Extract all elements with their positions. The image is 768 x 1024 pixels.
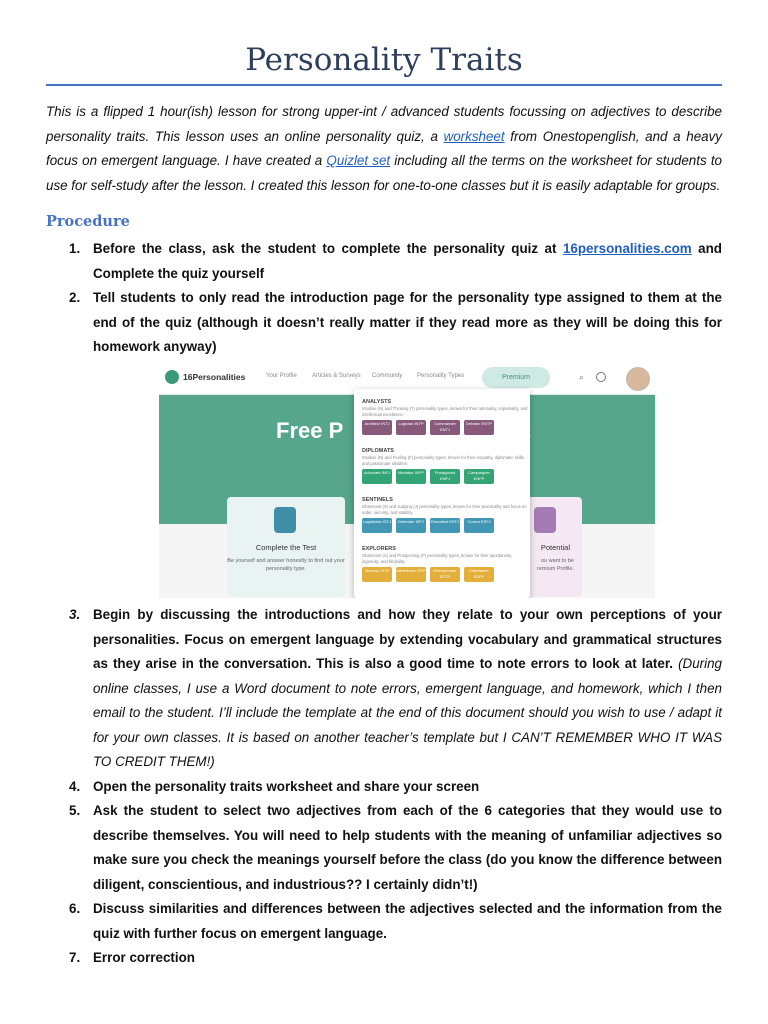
intro-text-3: including all the terms on the worksheet for students to use for self-study after the lesson. I created this lesson for one-to-one classes but it is easily adaptable for groups. [46,153,722,193]
16personalities-screenshot [159,364,655,598]
globe-icon[interactable] [596,372,606,382]
search-icon[interactable]: ⌕ [579,372,585,382]
nav-articles[interactable]: Articles & Surveys [312,373,361,379]
type-chip[interactable]: Entertainer ESFP [464,567,494,582]
card-subtitle: ou want to be remium Profile. [537,558,574,572]
step-text: Tell students to only read the introduction page for the personality type assigned to them at the end of the quiz (although it doesn’t really matter if they read more as they will be doing this for homework anyway) [93,290,722,354]
steps-list-top [0,237,768,360]
avatar[interactable] [626,367,650,391]
step-2 [0,286,768,360]
step-number: 1. [69,241,81,256]
step-number: 3. [69,607,81,622]
test-card [227,497,345,597]
logo-icon [165,370,179,384]
step-note: (During online classes, I use a Word document to note errors, emergent language, and homework, which I then email to the student. I’ll include the template at the end of this document should you wish to use / adapt it for your own classes. It is based on another teacher’s template but I CAN’T REMEMBER WHO IT WAS TO CREDIT THEM!) [93,656,722,769]
step-number: 2. [69,290,81,305]
step-text: Discuss similarities and differences between the adjectives selected and the information from the quiz with further focus on emergent language. [93,901,722,941]
type-chip[interactable]: Executive ESTJ [430,518,460,533]
nav-personality-types[interactable]: Personality Types [417,373,465,379]
step-text: Error correction [93,950,195,965]
group-explorers: EXPLORERS Observant (S) and Prospecting (P) personality types, known for their spontaneity, ingenuity, and flexibility. Virtuoso ISTP Adventurer ISFP Entrepreneur ESTPEntertainer ESFP [362,546,528,585]
hero-title: Free P [276,418,344,443]
intro-text-2: from Onestopenglish, and a heavy focus on emergent language. I have created a [46,128,722,168]
site-logo[interactable]: 16Personalities [183,372,246,382]
step-number: 6. [69,901,81,916]
person-icon [274,507,296,533]
type-chip[interactable]: Defender ISFJ [396,518,426,533]
group-diplomats: DIPLOMATS Intuitive (N) and Feeling (F) personality types, known for their empathy, diplomatic skills, and passionate idealism. Advocate INFJ Mediator INFP Protagonist ENFJCampaigner ENFP [362,448,528,487]
gem-icon [534,507,556,533]
intro-paragraph [46,100,722,198]
step-6 [0,897,768,946]
step-text: Begin by discussing the introductions and how they relate to your own perceptions of your personalities. Focus on emergent language by extending vocabulary and grammatical structures as they arise in the conversation. This is also a good time to note errors to look at later. [93,607,722,671]
card-title: Complete the Test [255,543,317,552]
title-underline [46,84,722,86]
type-chip[interactable]: Entrepreneur ESTP [430,567,460,582]
type-chip[interactable]: Consul ESFJ [464,518,494,533]
personality-types-dropdown [354,389,530,598]
type-chip[interactable]: Mediator INFP [396,469,426,484]
page-title: Personality Traits [245,42,523,78]
type-chip[interactable]: Logistician ISTJ [362,518,392,533]
card-title: Potential [540,543,570,552]
nav-your-profile[interactable]: Your Profile [266,373,297,379]
step-text: Before the class, ask the student to complete the personality quiz at [93,241,563,256]
type-chip[interactable]: Advocate INFJ [362,469,392,484]
type-chip[interactable]: Virtuoso ISTP [362,567,392,582]
step-5 [0,799,768,897]
group-analysts: ANALYSTS Intuitive (N) and Thinking (T) personality types, known for their rationality, impartiality, and intellectual excellence. Architect INTJ Logician INTP Commander ENTJDebater ENTP [362,399,528,438]
group-sentinels: SENTINELS Observant (S) and Judging (J) personality types, known for their practicality and focus on order, security, and stability. Logistician ISTJ Defender ISFJ Executive ESTJ Consul ESFJ [362,497,528,536]
step-4 [0,775,768,800]
type-chip[interactable]: Commander ENTJ [430,420,460,435]
step-number: 4. [69,778,81,794]
intro-text-1: This is a flipped 1 hour(ish) lesson for strong upper-int / advanced students focussing on adjectives to describe personality traits. This lesson uses an online personality quiz, a [46,104,722,144]
type-chip[interactable]: Protagonist ENFJ [430,469,460,484]
step-text-cont: and Complete the quiz yourself [93,241,722,281]
steps-list-bottom [0,603,768,971]
worksheet-link[interactable]: worksheet [443,128,505,144]
nav-community[interactable]: Community [372,373,403,379]
type-chip[interactable]: Logician INTP [396,420,426,435]
type-chip[interactable]: Campaigner ENFP [464,469,494,484]
type-chip[interactable]: Debater ENTP [464,420,494,435]
premium-button[interactable]: Premium [482,367,550,388]
step-text: Ask the student to select two adjectives from each of the 6 categories that they would use to describe themselves. You will need to help students with the meaning of unfamiliar adjectives so make sure you check the meanings yourself before the class (do you know the difference between diligent, conscientious, and industrious?? I certainly didn’t!) [93,803,722,892]
step-text: Open the personality traits worksheet and share your screen [93,778,480,794]
type-chip[interactable]: Adventurer ISFP [396,567,426,582]
step-number: 7. [69,950,81,965]
step-1 [0,237,768,286]
step-number: 5. [69,803,81,818]
16personalities-link[interactable]: 16personalities.com [562,241,692,256]
procedure-heading: Procedure [46,213,130,230]
step-7 [0,946,768,971]
quizlet-set-link[interactable]: Quizlet set [326,153,391,168]
card-subtitle: Be yourself and answer honestly to find out your personality type. [227,558,345,572]
step-3 [0,603,768,775]
type-chip[interactable]: Architect INTJ [362,420,392,435]
